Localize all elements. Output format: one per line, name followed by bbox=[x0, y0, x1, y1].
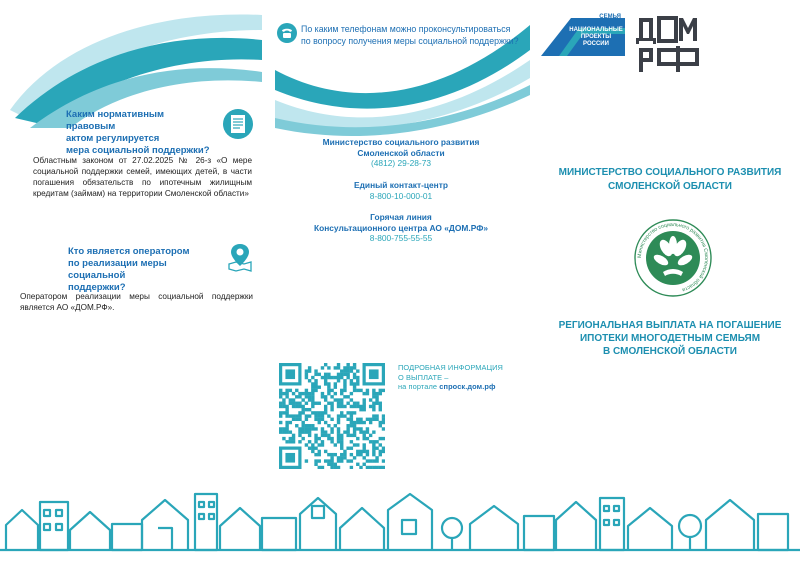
q2-body: Оператором реализации меры социальной поддержки является АО «ДОМ.РФ». bbox=[20, 292, 253, 312]
emblem-ring-text: Министерство социального развития Смоленской области bbox=[636, 221, 710, 293]
ministry-emblem bbox=[633, 218, 713, 298]
badge-line: РОССИИ bbox=[583, 41, 609, 48]
contact-phone: (4812) 29-28-73 bbox=[370, 158, 432, 168]
phone-icon bbox=[276, 22, 298, 44]
info-block bbox=[398, 363, 538, 392]
document-icon bbox=[222, 108, 254, 140]
q2-title-line: Кто является оператором bbox=[68, 246, 190, 257]
badge-line: ПРОЕКТЫ bbox=[580, 34, 612, 41]
map-pin-icon bbox=[226, 242, 254, 272]
phone-question-line: По каким телефонам можно проконсультироваться bbox=[301, 24, 511, 34]
program-title bbox=[555, 319, 785, 358]
phone-question-line: по вопросу получения меры социальной поддержки? bbox=[301, 35, 519, 46]
badge-line: НАЦИОНАЛЬНЫЕ bbox=[569, 27, 623, 33]
contact-phone: 8-800-755-55-55 bbox=[369, 233, 433, 243]
q2-title bbox=[68, 246, 218, 294]
q2-title-line: поддержки? bbox=[68, 282, 126, 293]
info-line: ПОДРОБНАЯ ИНФОРМАЦИЯ bbox=[398, 363, 503, 372]
q1-body: Областным законом от 27.02.2025 № 26-з «О мере социальной поддержки семей, имеющих детей, в части погашения обязательств по ипотечным жилищным кредитам (займам) на территории Смоленской области» bbox=[33, 156, 252, 198]
contact-name: Консультационного центра АО «ДОМ.РФ» bbox=[313, 222, 489, 233]
program-title-line: РЕГИОНАЛЬНАЯ ВЫПЛАТА НА ПОГАШЕНИЕ bbox=[558, 320, 782, 331]
program-title-line: В СМОЛЕНСКОЙ ОБЛАСТИ bbox=[603, 346, 737, 357]
q1-title bbox=[66, 109, 216, 157]
phone-question bbox=[301, 24, 531, 47]
dom-rf-logo bbox=[636, 14, 700, 76]
qr-code[interactable] bbox=[279, 363, 385, 469]
q1-title-line: Каким нормативным правовым bbox=[66, 109, 165, 132]
q1-title-line: актом регулируется bbox=[66, 133, 160, 144]
contact-ministry bbox=[286, 137, 516, 169]
contact-name: Единый контакт-центр bbox=[354, 180, 448, 190]
ministry-title-line: СМОЛЕНСКОЙ ОБЛАСТИ bbox=[608, 181, 732, 192]
contact-center bbox=[286, 180, 516, 201]
contact-hotline bbox=[286, 212, 516, 244]
contact-name: Смоленской области bbox=[357, 147, 445, 158]
ministry-title-line: МИНИСТЕРСТВО СОЦИАЛЬНОГО РАЗВИТИЯ bbox=[558, 167, 782, 178]
contact-name: Министерство социального развития bbox=[322, 137, 480, 147]
program-title-line: ИПОТЕКИ МНОГОДЕТНЫМ СЕМЬЯМ bbox=[579, 333, 761, 344]
info-portal-line bbox=[398, 382, 538, 392]
houses-skyline-illustration bbox=[0, 480, 800, 567]
info-portal-link[interactable]: спроск.дом.рф bbox=[439, 382, 496, 391]
ministry-title bbox=[555, 166, 785, 194]
contact-name: Горячая линия bbox=[370, 212, 432, 222]
national-projects-badge bbox=[541, 12, 625, 52]
badge-top-text: СЕМЬЯ bbox=[599, 14, 621, 20]
info-line: О ВЫПЛАТЕ – bbox=[398, 372, 449, 382]
q1-title-line: мера социальной поддержки? bbox=[66, 145, 210, 156]
qr-code-image bbox=[279, 363, 385, 469]
info-portal-prefix: на портале bbox=[398, 382, 440, 391]
contact-phone: 8-800-10-000-01 bbox=[369, 190, 433, 201]
badge-main-text bbox=[569, 27, 623, 49]
q2-title-line: по реализации меры социальной bbox=[68, 258, 167, 281]
